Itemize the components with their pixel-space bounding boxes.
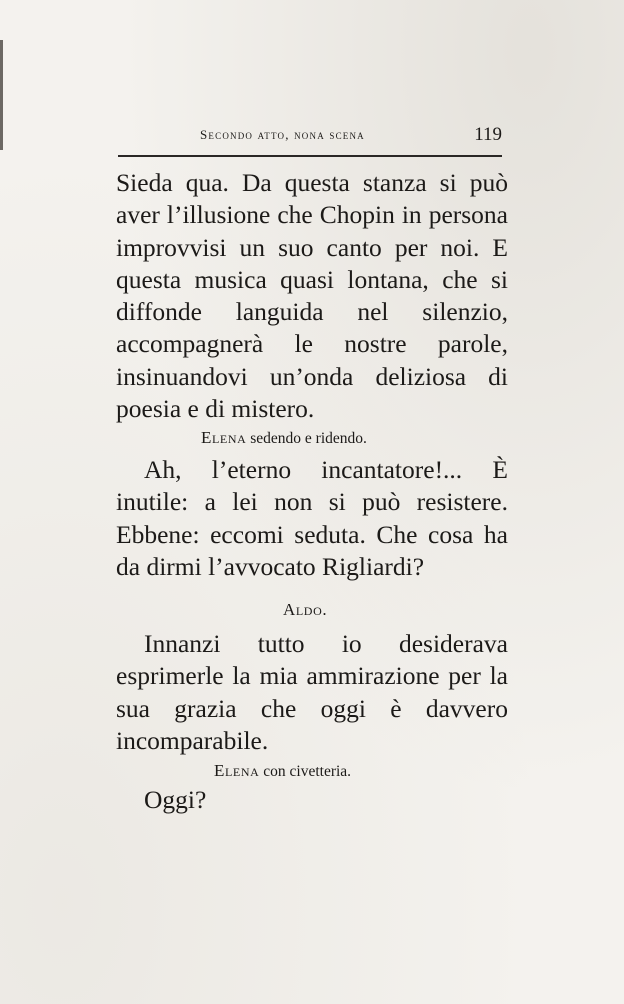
speaker-name: Elena [201, 428, 247, 447]
header-rule [118, 155, 502, 157]
speaker-name: Aldo. [283, 600, 328, 619]
paragraph-2: Ah, l’eterno incantatore!... È inutile: a lei non si può resistere. Ebbene: eccomi seduta. Che cosa ha da dirmi l’avvocato Rigliardi? [116, 455, 508, 581]
page-edge-shadow [0, 40, 3, 150]
stage-direction-text: con civetteria. [263, 763, 352, 780]
stage-direction-text: sedendo e ridendo. [250, 430, 367, 447]
paragraph-3: Innanzi tutto io desiderava esprimerle la mia ammirazione per la sua grazia che oggi è davvero incomparabile. [116, 629, 508, 755]
stage-direction-3 [214, 761, 351, 781]
running-head [118, 124, 504, 146]
paragraph-1: Sieda qua. Da questa stanza si può aver l’illusione che Chopin in persona improvvisi un suo canto per noi. E questa musica quasi lontana, che si diffonde languida nel silenzio, accompagnerà le nostre parole, insinuandovi un’onda deliziosa di poesia e di mistero. [116, 168, 508, 424]
paragraph-4: Oggi? [144, 785, 207, 814]
stage-direction-2 [283, 600, 327, 620]
speaker-name: Elena [214, 761, 260, 780]
page-number: 119 [474, 124, 502, 145]
running-title: Secondo atto, nona scena [200, 127, 365, 142]
stage-direction-1 [201, 428, 367, 448]
